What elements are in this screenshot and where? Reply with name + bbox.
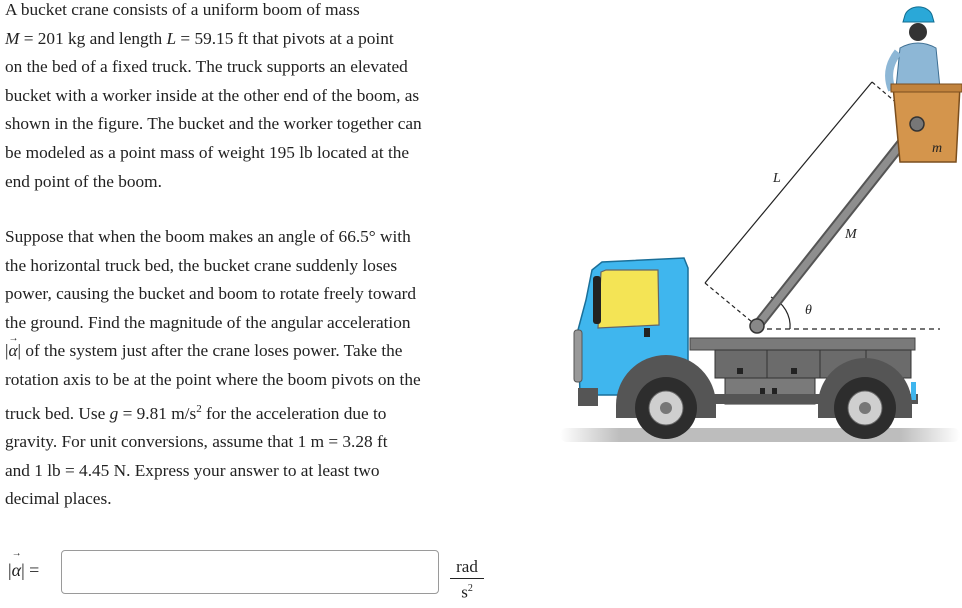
text-line: rotation axis to be at the point where the boom pivots on the xyxy=(5,369,421,389)
problem-paragraph-1 xyxy=(5,0,485,196)
mass-label: M xyxy=(845,227,857,242)
text-fragment: = 9.81 m/s xyxy=(118,403,197,423)
text-line: |→ α| of the system just after the crane loses power. Take the xyxy=(5,337,485,366)
pivot-icon xyxy=(750,319,764,333)
text-fragment: of the system just after the crane loses power. Take the xyxy=(21,341,403,361)
text-line: on the bed of a fixed truck. The truck supports an elevated xyxy=(5,57,408,77)
unit-exponent: 2 xyxy=(467,583,473,594)
text-line: shown in the figure. The bucket and the worker together can xyxy=(5,114,422,134)
answer-unit xyxy=(450,558,484,602)
point-mass-label: m xyxy=(932,141,943,156)
unit-denominator xyxy=(450,579,484,602)
headlight xyxy=(574,330,582,382)
door-handle xyxy=(644,328,650,337)
unit-numerator: rad xyxy=(450,558,484,579)
length-dimension-line xyxy=(705,82,872,283)
answer-input[interactable] xyxy=(61,550,439,594)
alpha-vector-symbol: → α xyxy=(12,560,21,581)
text-line: gravity. For unit conversions, assume that 1 m = 3.28 ft xyxy=(5,431,388,451)
front-bumper xyxy=(578,388,598,406)
side-mirror xyxy=(593,276,601,324)
text-line: the ground. Find the magnitude of the angular acceleration xyxy=(5,312,411,332)
text-line: end point of the boom. xyxy=(5,171,162,191)
text-line: decimal places. xyxy=(5,489,112,509)
text-line: bucket with a worker inside at the other end of the boom, as xyxy=(5,85,420,105)
equals-sign: = xyxy=(29,560,40,580)
text-line: power, causing the bucket and boom to rotate freely toward xyxy=(5,284,417,304)
text-fragment: truck bed. Use xyxy=(5,403,110,423)
text-line xyxy=(5,395,485,428)
bucket-crane-figure xyxy=(555,0,962,460)
text-fragment: = 59.15 ft that pivots at a point xyxy=(176,28,394,48)
bed-top xyxy=(690,338,915,350)
problem-paragraph-2 xyxy=(5,223,485,514)
text-line: A bucket crane consists of a uniform boom of mass xyxy=(5,0,360,19)
ground-shadow xyxy=(560,428,960,442)
mass-symbol: M xyxy=(5,28,20,48)
text-line: be modeled as a point mass of weight 195 lb located at the xyxy=(5,142,410,162)
length-symbol: L xyxy=(166,28,177,48)
answer-label: |→ α| = xyxy=(8,560,39,581)
gravity-symbol: g xyxy=(109,403,119,423)
text-line: the horizontal truck bed, the bucket crane suddenly loses xyxy=(5,255,398,275)
cab-window xyxy=(598,270,659,328)
exponent: 2 xyxy=(196,402,202,415)
text-line xyxy=(5,25,485,54)
bucket xyxy=(891,84,962,162)
theta-label: θ xyxy=(805,303,812,318)
length-label: L xyxy=(773,171,781,186)
alpha-vector-symbol: → α xyxy=(8,337,17,366)
text-fragment: = 201 kg and length xyxy=(19,28,167,48)
text-line: and 1 lb = 4.45 N. Express your answer to at least two xyxy=(5,460,380,480)
text-line: Suppose that when the boom makes an angle of 66.5° with xyxy=(5,227,411,246)
unit-base: s xyxy=(461,582,468,602)
text-fragment: for the acceleration due to xyxy=(201,403,387,423)
extension-line-lower xyxy=(705,283,752,322)
